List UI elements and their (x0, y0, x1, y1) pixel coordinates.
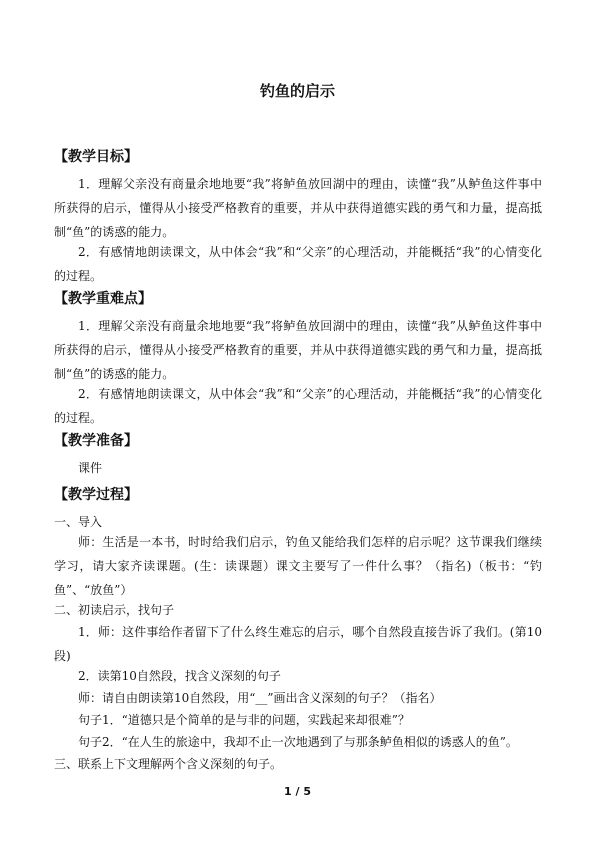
process-section-1-paragraph: 师：生活是一本书，时时给我们启示，钓鱼又能给我们怎样的启示呢？这节课我们继续学习，请大家齐读课题。(生：读课题）课文主要写了一件什么事？（指名)（板书：“钓鱼”、“放鱼”） (54, 535, 542, 597)
process-section-2-instruction: 师：请自由朗读第10自然段，用“__”画出含义深刻的句子？（指名） (78, 691, 442, 705)
heading-preparation: 【教学准备】 (54, 433, 138, 449)
process-sentence-1: 句子1．“道德只是个简单的是与非的问题，实践起来却很难”？ (78, 713, 410, 727)
page-number: 1 / 5 (284, 785, 311, 798)
key-points-paragraph-1: 1．理解父亲没有商量余地地要“我”将鲈鱼放回湖中的理由，读懂“我”从鲈鱼这件事中所获得的启示，懂得从小接受严格教育的重要，并从中获得道德实践的勇气和力量，提高抵制“鱼”的诱惑的能力。 (54, 319, 542, 381)
process-section-2-title: 二、初读启示，找句子 (54, 603, 175, 617)
process-section-1-title: 一、导入 (54, 515, 103, 529)
process-section-2-item-2: 2．读第10自然段，找含义深刻的句子 (78, 669, 281, 683)
heading-process: 【教学过程】 (54, 487, 138, 503)
preparation-item: 课件 (78, 461, 103, 475)
process-section-3-title: 三、联系上下文理解两个含义深刻的句子。 (54, 757, 283, 771)
document-title: 钓鱼的启示 (259, 82, 335, 100)
goals-paragraph-2: 2．有感情地朗读课文，从中体会“我”和“父亲”的心理活动，并能概括“我”的心情变化的过程。 (54, 245, 542, 283)
process-section-2-item-1: 1．师：这件事给作者留下了什么终生难忘的启示，哪个自然段直接告诉了我们。(第10段) (54, 625, 542, 663)
goals-paragraph-1: 1．理解父亲没有商量余地地要“我”将鲈鱼放回湖中的理由，读懂“我”从鲈鱼这件事中所获得的启示，懂得从小接受严格教育的重要，并从中获得道德实践的勇气和力量，提高抵制“鱼”的诱惑的能力。 (54, 177, 542, 239)
heading-teaching-goals: 【教学目标】 (54, 149, 138, 165)
key-points-paragraph-2: 2．有感情地朗读课文，从中体会“我”和“父亲”的心理活动，并能概括“我”的心情变化的过程。 (54, 387, 542, 425)
process-sentence-2: 句子2．“在人生的旅途中，我却不止一次地遇到了与那条鲈鱼相似的诱惑人的鱼”。 (78, 735, 518, 749)
heading-key-points: 【教学重难点】 (54, 291, 152, 307)
